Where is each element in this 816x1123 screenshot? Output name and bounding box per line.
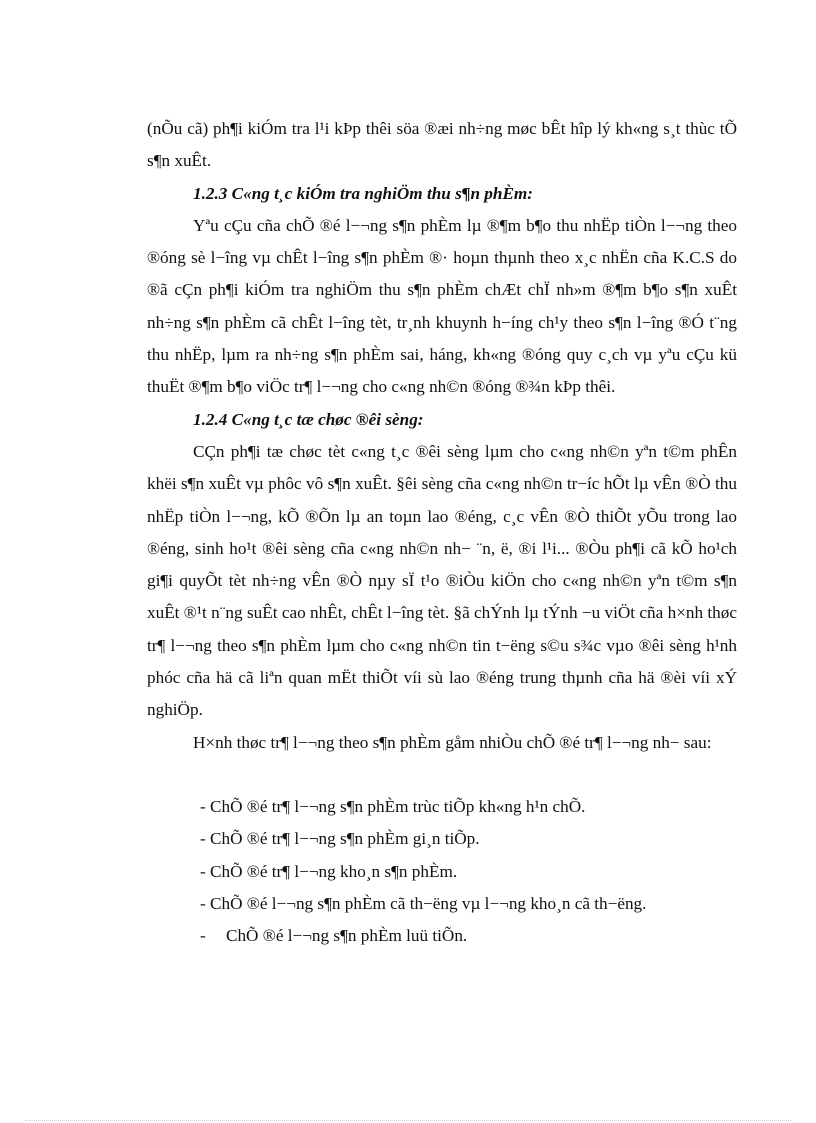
list-dash: - (200, 893, 206, 913)
list-item (200, 888, 737, 920)
list-item-text: ChÕ ®é tr¶ l−¬ng kho¸n s¶n phÈm. (210, 861, 458, 881)
list-item (200, 856, 737, 888)
page-bottom-rule (25, 1120, 791, 1121)
list-dash: - (200, 796, 206, 816)
list-item (200, 791, 737, 823)
list-item (200, 920, 737, 952)
list-dash: - (200, 926, 206, 946)
paragraph-intro-continuation: (nÕu cã) ph¶i kiÓm tra l¹i kÞp thêi söa ®æi nh÷ng møc bÊt hîp lý kh«ng s¸t thùc tÕ s¶n xuÊt. (147, 119, 737, 171)
list-item-text: ChÕ ®é tr¶ l−¬ng s¶n phÈm gi¸n tiÕp. (210, 829, 480, 849)
page-body (147, 113, 737, 952)
payment-regime-list (147, 791, 737, 952)
paragraph-inspection: Yªu cÇu cña chÕ ®é l−¬ng s¶n phÈm lµ ®¶m b¶o thu nhËp tiÒn l−¬ng theo ®óng sè l−îng vµ chÊt l−îng s¶n phÈm ®· hoµn thµnh theo x¸c nhËn cña K.C.S do ®ã cÇn ph¶i kiÓm tra nghiÖm thu s¶n phÈm chÆt chÏ nh»m ®¶m b¶o s¶n xuÊt nh÷ng s¶n phÈm cã chÊt l−îng tèt, tr¸nh khuynh h−íng ch¹y theo s¶n l−îng ®Ó t¨ng thu nhËp, lµm ra nh÷ng s¶n phÈm sai, háng, kh«ng ®óng quy c¸ch vµ yªu cÇu kü thuËt ®¶m b¶o viÖc tr¶ l−¬ng cho c«ng nh©n ®óng ®¾n kÞp thêi. (147, 215, 737, 397)
list-item-text: ChÕ ®é l−¬ng s¶n phÈm luü tiÕn. (226, 926, 468, 946)
paragraph-living-conditions: CÇn ph¶i tæ chøc tèt c«ng t¸c ®êi sèng lµm cho c«ng nh©n yªn t©m phÊn khëi s¶n xuÊt vµ phôc vô s¶n xuÊt. §êi sèng cña c«ng nh©n tr−íc hÕt lµ vÊn ®Ò thu nhËp tiÒn l−¬ng, kÕ ®Õn lµ an toµn lao ®éng, c¸c vÊn ®Ò thiÕt yÕu trong lao ®éng, sinh ho¹t ®êi sèng cña c«ng nh©n nh− ¨n, ë, ®i l¹i... ®Òu ph¶i cã kÕ ho¹ch gi¶i quyÕt tèt nh÷ng vÊn ®Ò nµy sÏ t¹o ®iÒu kiÖn cho c«ng nh©n yªn t©m s¶n xuÊt ®¹t n¨ng suÊt cao nhÊt, chÊt l−îng tèt. §ã chÝnh lµ tÝnh −u viÖt cña h×nh thøc tr¶ l−¬ng theo s¶n phÈm lµm cho c«ng nh©n tin t−ëng s©u s¾c vµo ®êi sèng h¹nh phóc cña hä cã liªn quan mËt thiÕt víi sù lao ®éng trung thµnh cña hä ®èi víi xÝ nghiÖp. (147, 441, 737, 720)
list-item-text: ChÕ ®é l−¬ng s¶n phÈm cã th−ëng vµ l−¬ng kho¸n cã th−ëng. (210, 893, 647, 913)
list-item-text: ChÕ ®é tr¶ l−¬ng s¶n phÈm trùc tiÕp kh«ng h¹n chÕ. (210, 796, 586, 816)
paragraph-payment-forms: H×nh thøc tr¶ l−¬ng theo s¶n phÈm gåm nhiÒu chÕ ®é tr¶ l−¬ng nh− sau: (193, 732, 712, 752)
section-heading-1-2-4: 1.2.4 C«ng t¸c tæ chøc ®êi sèng: (193, 409, 424, 429)
list-dash: - (200, 829, 206, 849)
section-heading-1-2-3: 1.2.3 C«ng t¸c kiÓm tra nghiÖm thu s¶n phÈm: (193, 183, 534, 203)
blank-line (147, 759, 737, 791)
list-dash: - (200, 861, 206, 881)
list-item (200, 823, 737, 855)
